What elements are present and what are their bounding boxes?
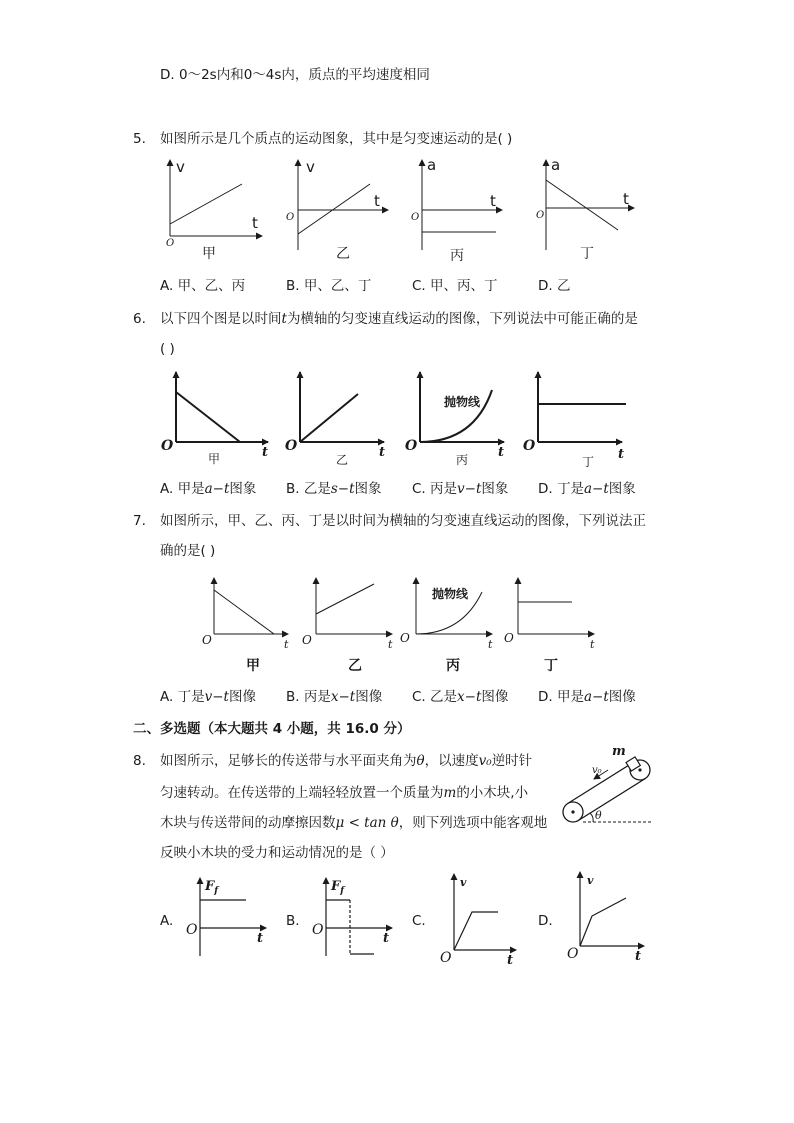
q5-graph-jia-origin: O [166,238,175,249]
q6-option-d-var: a−t [583,481,609,497]
q6-option-c[interactable] [412,480,538,498]
q7-option-d[interactable] [538,688,636,706]
q7-graph-bing [400,576,500,676]
q8-option-c-origin: O [440,950,452,966]
q4-option-d: D. 0～2s内和0～4s内，质点的平均速度相同 [160,67,430,83]
q5-graph-ding-caption: 丁 [580,246,594,262]
q6-option-a[interactable] [160,480,286,498]
q7-graph-ding-caption: 丁 [544,658,558,674]
q6-stem-line1 [160,310,638,328]
q7-option-d-var: a−t [583,689,609,705]
q7-graph-ding-xlabel: t [590,638,595,651]
q8-option-c-xlabel: t [507,953,514,968]
q5-option-b[interactable]: B. 甲、乙、丁 [286,278,372,294]
q6-stem-var-t: t [281,311,287,327]
q6-option-b-post: 图象 [354,481,382,497]
q7-option-c-pre: C. 乙是 [412,689,458,705]
q6-option-a-var: a−t [204,481,230,497]
q6-option-d-post: 图象 [608,481,636,497]
q8-line2-m: m [443,785,457,801]
q7-stem-line2: 确的是( ) [160,543,216,559]
q6-graph-jia-caption: 甲 [208,452,221,466]
q6-graph-yi-caption: 乙 [336,453,349,467]
q7-graph-jia-caption: 甲 [246,658,260,674]
q6-option-b-pre: B. 乙是 [286,481,331,497]
q8-number: 8. [133,753,146,769]
q7-option-c-var: x−t [457,689,482,705]
q6-graph-jia [160,370,280,470]
q6-graph-yi [284,370,394,470]
q7-option-b-post: 图像 [355,689,383,705]
q5-graph-yi-origin: O [286,212,295,223]
q5-graph-yi-xlabel: t [374,192,380,210]
q8-option-b-graph [306,876,396,966]
q8-option-a-origin: O [186,922,198,938]
q6-graph-bing-caption: 丙 [456,453,469,467]
q7-option-b-pre: B. 丙是 [286,689,331,705]
q7-graph-yi-caption: 乙 [348,658,362,674]
q8-option-a-ysub: f [214,886,219,896]
q8-option-b-letter[interactable]: B. [286,913,300,929]
q6-options [160,480,636,498]
q6-option-c-post: 图象 [481,481,509,497]
q6-stem-part-b: 为横轴的匀变速直线运动的图像，下列说法中可能正确的是 [286,311,638,327]
q5-graph-jia-xlabel: t [252,214,258,232]
q7-option-c[interactable] [412,688,538,706]
q6-option-a-pre: A. 甲是 [160,481,205,497]
q7-graph-bing-origin: O [400,631,410,645]
q5-graph-bing-origin: O [411,212,420,223]
q7-stem-line1: 如图所示，甲、乙、丙、丁是以时间为横轴的匀变速直线运动的图像，下列说法正 [160,513,646,529]
q7-option-c-post: 图像 [481,689,509,705]
svg-text:Ff [330,879,346,896]
q8-option-b-ysub: f [340,886,345,896]
q6-graph-ding-origin: O [523,438,536,454]
q7-graph-jia-xlabel: t [284,638,289,651]
q5-graph-ding-ylabel: a [551,156,561,174]
q7-option-d-post: 图像 [608,689,636,705]
q6-option-a-post: 图象 [229,481,257,497]
q8-option-d-xlabel: t [635,949,642,964]
q8-line1-v0: v₀ [478,753,492,769]
q5-graph-bing-xlabel: t [490,192,496,210]
q5-graph-jia-line [170,184,242,224]
q8-option-a-letter[interactable]: A. [160,913,174,929]
q7-graph-bing-note: 抛物线 [432,587,469,601]
q6-graph-bing-origin: O [405,438,418,454]
section-2-title: 二、多选题（本大题共 4 小题，共 16.0 分） [133,721,411,737]
q7-options [160,688,636,706]
q6-graph-yi-origin: O [285,438,298,454]
q6-graph-ding-caption: 丁 [582,455,595,469]
q5-graph-ding-line [546,180,618,230]
q8-mass-label: m [612,744,626,759]
q5-option-d[interactable]: D. 乙 [538,278,571,294]
q6-graph-jia-line [176,392,240,442]
q8-option-d-ylabel: v [587,874,594,887]
q7-graph-jia-line [214,590,274,634]
q8-option-b-xlabel: t [383,931,390,946]
q8-option-a-graph [180,876,270,966]
q6-stem-part-a: 以下四个图是以时间 [160,311,282,327]
q5-graph-jia [160,158,270,266]
q6-graph-yi-xlabel: t [379,445,386,460]
q6-graph-bing-xlabel: t [498,445,505,460]
q8-angle-label: θ [595,809,602,822]
q8-line1-theta: θ [416,753,425,769]
q5-number: 5. [133,131,146,147]
q7-graph-yi-line [316,584,374,614]
q6-graph-bing [404,370,514,470]
q5-graph-ding-xlabel: t [623,190,629,208]
q6-graph-bing-note: 抛物线 [444,395,481,409]
q8-line3-b: ，则下列选项中能客观地 [398,815,548,831]
q5-graph-yi [288,158,398,266]
q8-line1-a: 如图所示，足够长的传送带与水平面夹角为 [160,753,417,769]
q5-graph-ding-origin: O [536,210,545,221]
q5-graph-ding [534,158,644,266]
q7-graph-ding [504,576,604,676]
q7-graph-yi [300,576,400,676]
q6-graph-jia-xlabel: t [262,445,269,460]
q7-option-b-var: x−t [330,689,356,705]
q6-option-c-var: v−t [457,481,482,497]
q5-option-a[interactable]: A. 甲、乙、丙 [160,278,246,294]
q6-graph-ding-xlabel: t [618,447,625,462]
q8-stem-line3 [160,814,547,832]
q8-line2-a: 匀速转动。在传送带的上端轻轻放置一个质量为 [160,785,444,801]
q8-option-d-line [580,898,626,946]
q7-number: 7. [133,513,146,529]
q6-option-d-pre: D. 丁是 [538,481,584,497]
q6-option-d[interactable] [538,480,636,498]
q8-option-a-xlabel: t [257,931,264,946]
q5-graph-jia-caption: 甲 [202,246,216,262]
q7-graph-yi-xlabel: t [388,638,393,651]
q8-line1-c: 逆时针 [491,753,533,769]
q5-graph-bing-caption: 丙 [450,248,464,264]
q8-option-c-graph [432,870,522,966]
q7-graph-bing-xlabel: t [488,638,493,651]
q5-graph-bing-ylabel: a [427,156,437,174]
q6-option-c-pre: C. 丙是 [412,481,458,497]
q6-number: 6. [133,311,146,327]
q5-options [160,277,570,295]
q6-graph-jia-origin: O [161,438,174,454]
q7-graph-yi-origin: O [302,633,312,647]
q5-graph-yi-line [298,184,370,234]
q8-option-c-letter[interactable]: C. [412,913,426,929]
q7-graph-jia [200,576,296,676]
q8-line2-b: 的小木块,小 [456,785,529,801]
q8-stem-line4: 反映小木块的受力和运动情况的是（ ） [160,845,394,861]
q8-option-a-ylabel: F [205,879,215,894]
q7-option-a[interactable] [160,688,286,706]
q7-graph-bing-caption: 丙 [446,658,460,674]
q7-option-a-post: 图像 [228,689,256,705]
q5-graph-bing [410,158,510,266]
q8-velocity-label: v₀ [592,765,602,776]
q8-option-d-letter[interactable]: D. [538,913,553,929]
q7-graph-jia-origin: O [202,633,212,647]
q5-graph-jia-ylabel: v [176,158,185,176]
q6-stem-line2: ( ) [160,341,175,357]
q8-option-d-graph [560,868,650,964]
q7-option-a-var: v−t [204,689,229,705]
q8-option-c-line [454,912,498,950]
q8-option-b-ylabel: F [331,879,341,894]
q5-graph-yi-ylabel: v [306,158,315,176]
q8-stem-line1 [160,752,532,770]
q8-line3-mu: μ < tan θ [335,815,399,831]
q8-option-c-ylabel: v [460,876,467,889]
q7-option-b[interactable] [286,688,412,706]
q6-graph-ding [522,370,632,470]
q5-option-c[interactable]: C. 甲、丙、丁 [412,278,498,294]
q5-stem: 如图所示是几个质点的运动图象，其中是匀变速运动的是( ) [160,131,513,147]
q8-option-b-origin: O [312,922,324,938]
q8-line1-b: ，以速度 [424,753,479,769]
q7-option-a-pre: A. 丁是 [160,689,205,705]
q6-option-b[interactable] [286,480,412,498]
svg-text:Ff [204,879,220,896]
q6-option-b-var: s−t [330,481,355,497]
q8-conveyor-figure [556,742,656,828]
q7-option-d-pre: D. 甲是 [538,689,584,705]
q8-option-d-origin: O [567,946,579,962]
q8-block [626,757,640,771]
q5-graph-yi-caption: 乙 [336,246,350,262]
q6-graph-yi-line [300,394,358,442]
q8-stem-line2 [160,784,528,802]
q7-graph-ding-origin: O [504,631,514,645]
q8-line3-a: 木块与传送带间的动摩擦因数 [160,815,336,831]
